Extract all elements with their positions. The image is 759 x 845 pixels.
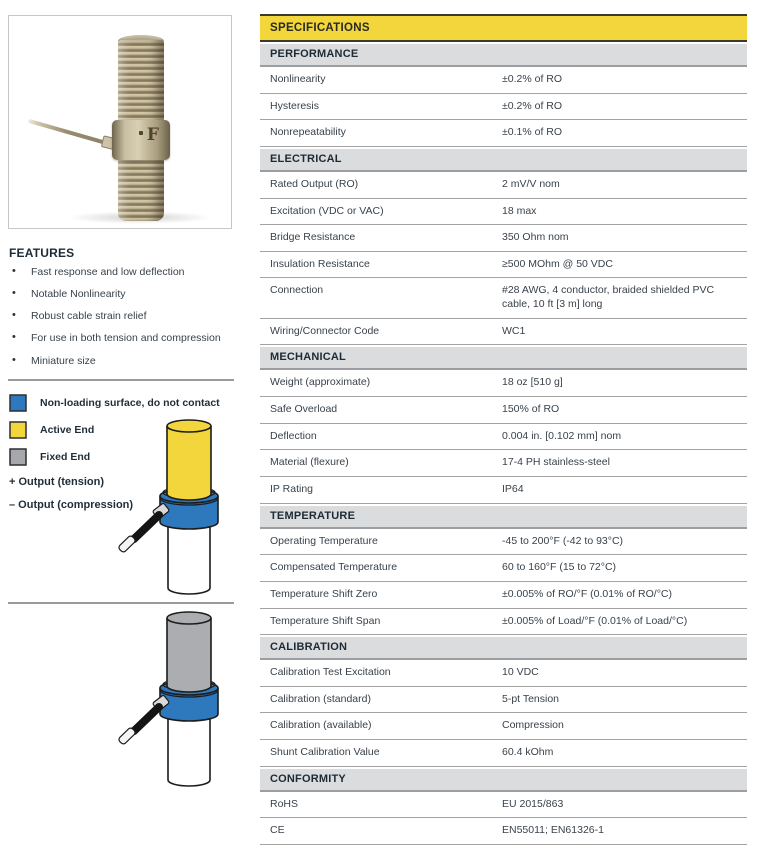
spec-row-value: ±0.2% of RO xyxy=(502,99,563,112)
spec-row-value: 150% of RO xyxy=(502,403,560,416)
product-photo-box xyxy=(8,15,232,229)
spec-table-title: SPECIFICATIONS xyxy=(260,14,747,42)
spec-row-label: RoHS xyxy=(270,797,299,810)
feature-text: Notable Nonlinearity xyxy=(31,288,126,301)
gray-swatch-icon xyxy=(9,448,27,466)
section-header-performance: PERFORMANCE xyxy=(260,44,747,67)
diagram-cable-tip xyxy=(118,727,137,745)
feature-item xyxy=(9,266,241,279)
futek-logo-dot xyxy=(139,131,143,135)
spec-row-value: ±0.005% of Load/°F (0.01% of Load/°C) xyxy=(502,614,688,627)
spec-row-value: WC1 xyxy=(502,324,526,337)
feature-text: For use in both tension and compression xyxy=(31,332,221,345)
spec-row xyxy=(260,370,747,397)
spec-row-label: Calibration Test Excitation xyxy=(270,666,391,679)
diagram-cable xyxy=(134,707,159,731)
spec-row xyxy=(260,792,747,819)
spec-row xyxy=(260,450,747,477)
rod-threads-lower xyxy=(118,158,164,221)
section-header-temperature: TEMPERATURE xyxy=(260,506,747,529)
spec-row-value: 10 VDC xyxy=(502,666,539,679)
spec-row-value: ±0.005% of RO/°F (0.01% of RO/°C) xyxy=(502,587,672,600)
spec-row-label: Temperature Shift Zero xyxy=(270,587,378,600)
diagram-plain-cylinder xyxy=(168,522,210,594)
spec-row-value: 60 to 160°F (15 to 72°C) xyxy=(502,561,617,574)
bullet-icon: • xyxy=(12,331,16,344)
spec-row xyxy=(260,740,747,767)
yellow-swatch-icon xyxy=(9,421,27,439)
spec-row xyxy=(260,713,747,740)
spec-row-label: Wiring/Connector Code xyxy=(270,324,380,337)
bullet-icon: • xyxy=(12,353,16,366)
spec-row-label: Compensated Temperature xyxy=(270,561,398,574)
spec-row-label: Insulation Resistance xyxy=(270,257,370,270)
spec-row-value: #28 AWG, 4 conductor, braided shielded PVC cable, 10 ft [3 m] long xyxy=(502,284,715,311)
feature-text: Robust cable strain relief xyxy=(31,310,147,323)
spec-row-label: CE xyxy=(270,824,285,837)
spec-row-value: 5-pt Tension xyxy=(502,692,560,705)
features-title: FEATURES xyxy=(9,246,75,260)
legend-item-non-loading xyxy=(9,394,220,412)
spec-row-value: 350 Ohm nom xyxy=(502,231,569,244)
diagram-fixed-end-top xyxy=(167,612,211,624)
spec-row-label: Safe Overload xyxy=(270,403,338,416)
spec-row-value: ±0.1% of RO xyxy=(502,126,563,139)
legend-item-fixed-end xyxy=(9,448,90,466)
spec-row xyxy=(260,477,747,504)
spec-row-value: 0.004 in. [0.102 mm] nom xyxy=(502,429,622,442)
spec-row-value: -45 to 200°F (-42 to 93°C) xyxy=(502,534,624,547)
spec-row-label: Bridge Resistance xyxy=(270,231,356,244)
blue-swatch-icon xyxy=(9,394,27,412)
product-photo xyxy=(9,16,231,228)
diagram-active-end-cylinder xyxy=(167,426,211,500)
spec-row-label: Weight (approximate) xyxy=(270,376,371,389)
spec-row xyxy=(260,225,747,252)
features-list xyxy=(9,266,241,377)
bullet-icon: • xyxy=(12,309,16,322)
spec-row-label: Calibration (standard) xyxy=(270,692,371,705)
spec-row xyxy=(260,687,747,714)
divider xyxy=(8,602,234,604)
spec-row-label: Excitation (VDC or VAC) xyxy=(270,204,384,217)
spec-row-label: Deflection xyxy=(270,429,317,442)
spec-row xyxy=(260,424,747,451)
spec-row-value: 18 oz [510 g] xyxy=(502,376,563,389)
spec-row-label: Connection xyxy=(270,284,324,297)
diagram-plain-cylinder xyxy=(168,714,210,786)
section-header-conformity: CONFORMITY xyxy=(260,769,747,792)
rod-threads-upper xyxy=(118,40,164,122)
feature-item xyxy=(9,310,241,323)
spec-row xyxy=(260,172,747,199)
diagram-fixed-end-cylinder xyxy=(167,618,211,692)
spec-row-label: Nonlinearity xyxy=(270,73,326,85)
spec-row xyxy=(260,120,747,147)
spec-row-value: ≥500 MOhm @ 50 VDC xyxy=(502,257,613,270)
spec-row xyxy=(260,252,747,279)
diagram-active-end-top xyxy=(167,420,211,432)
bullet-icon: • xyxy=(12,265,16,277)
spec-row-value: EN55011; EN61326-1 xyxy=(502,824,604,837)
spec-row-label: Hysteresis xyxy=(270,99,320,112)
spec-row-value: IP64 xyxy=(502,482,524,495)
spec-row-label: Shunt Calibration Value xyxy=(270,746,380,759)
feature-item xyxy=(9,355,241,368)
spec-row xyxy=(260,660,747,687)
spec-row-value: 18 max xyxy=(502,204,537,217)
output-compression-label: – Output (compression) xyxy=(9,499,134,511)
diagram-compression xyxy=(112,610,240,792)
spec-row-value: ±0.2% of RO xyxy=(502,73,563,85)
feature-text: Miniature size xyxy=(31,354,96,367)
spec-row xyxy=(260,199,747,226)
feature-item xyxy=(9,288,241,301)
divider xyxy=(8,379,234,381)
diagram-cable xyxy=(134,515,159,539)
bullet-icon: • xyxy=(12,287,16,300)
spec-row-value: 60.4 kOhm xyxy=(502,746,554,759)
swatch-rect xyxy=(10,422,26,438)
spec-row-label: IP Rating xyxy=(270,482,313,495)
spec-row xyxy=(260,555,747,582)
spec-row-value: 2 mV/V nom xyxy=(502,177,560,190)
feature-text: Fast response and low deflection xyxy=(31,266,185,278)
futek-logo: F xyxy=(146,125,159,145)
legend-label: Non-loading surface, do not contact xyxy=(40,397,220,409)
spec-row xyxy=(260,818,747,845)
swatch-rect xyxy=(10,449,26,465)
spec-row-value: EU 2015/863 xyxy=(502,797,564,810)
section-header-calibration: CALIBRATION xyxy=(260,637,747,660)
diagram-cable-tip xyxy=(118,535,137,553)
feature-item xyxy=(9,332,241,345)
diagram-tension xyxy=(112,418,240,600)
spec-row xyxy=(260,67,747,94)
spec-row xyxy=(260,397,747,424)
spec-row-value: Compression xyxy=(502,719,564,732)
spec-row xyxy=(260,94,747,121)
swatch-rect xyxy=(10,395,26,411)
spec-table xyxy=(260,14,747,845)
section-header-electrical: ELECTRICAL xyxy=(260,149,747,172)
spec-row xyxy=(260,582,747,609)
rod-collar xyxy=(112,120,170,160)
legend-label: Fixed End xyxy=(40,451,91,463)
spec-row-label: Temperature Shift Span xyxy=(270,614,381,627)
spec-row xyxy=(260,609,747,636)
spec-row-label: Rated Output (RO) xyxy=(270,177,359,190)
spec-row-label: Nonrepeatability xyxy=(270,126,346,139)
spec-row xyxy=(260,278,747,318)
legend-item-active-end xyxy=(9,421,94,439)
spec-row xyxy=(260,319,747,346)
section-header-mechanical: MECHANICAL xyxy=(260,347,747,370)
spec-row xyxy=(260,529,747,556)
spec-row-label: Material (flexure) xyxy=(270,456,349,469)
output-tension-label: + Output (tension) xyxy=(9,476,105,488)
spec-row-label: Operating Temperature xyxy=(270,534,378,547)
spec-row-label: Calibration (available) xyxy=(270,719,372,732)
legend-label: Active End xyxy=(40,424,95,436)
spec-row-value: 17-4 PH stainless-steel xyxy=(502,456,610,469)
